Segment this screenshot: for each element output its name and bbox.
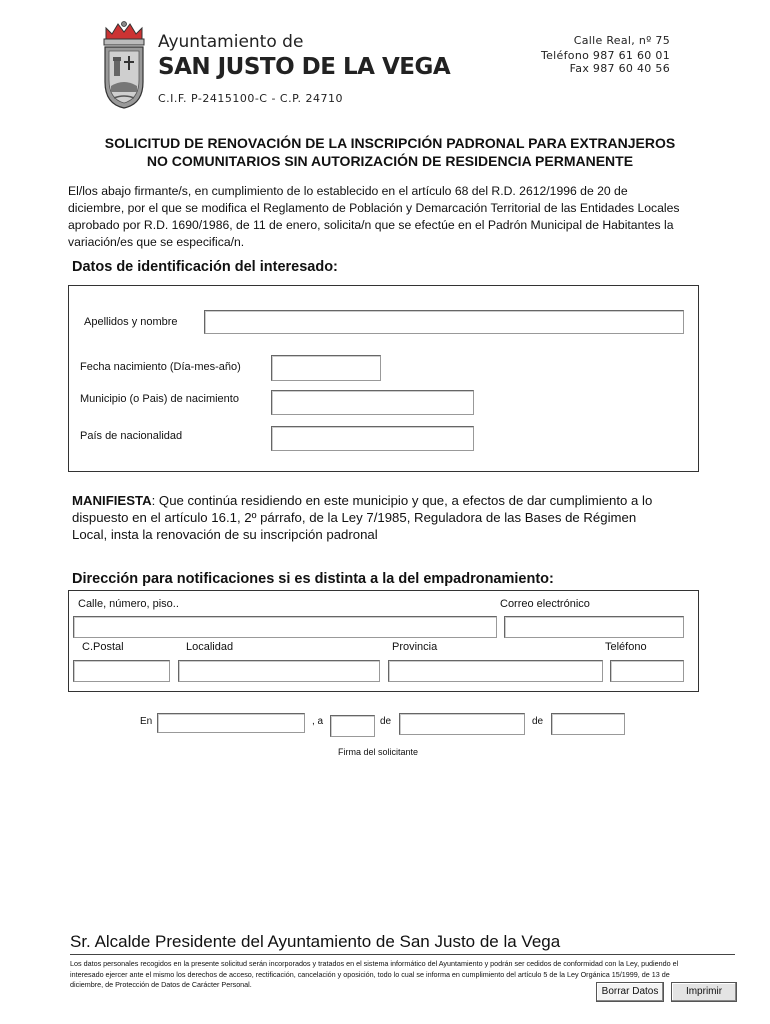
manifiesta-line2: dispuesto en el artículo 16.1, 2º párrafo, de la Ley 7/1985, Reguladora de las Bases de Régimen bbox=[72, 510, 637, 525]
manifiesta-label: MANIFIESTA bbox=[72, 493, 152, 508]
org-phone: Teléfono 987 61 60 01 bbox=[540, 49, 670, 62]
month-input[interactable] bbox=[399, 713, 525, 735]
nationality-label: País de nacionalidad bbox=[80, 430, 183, 442]
address-heading: Dirección para notificaciones si es distinta a la del empadronamiento: bbox=[72, 571, 554, 587]
form-title-line1: SOLICITUD DE RENOVACIÓN DE LA INSCRIPCIÓN PADRONAL PARA EXTRANJEROS bbox=[104, 135, 676, 151]
day-input[interactable] bbox=[330, 715, 375, 737]
recipient-line: Sr. Alcalde Presidente del Ayuntamiento de San Justo de la Vega bbox=[70, 932, 561, 951]
manifiesta-line3: Local, insta la renovación de su inscripción padronal bbox=[72, 527, 378, 542]
intro-line4: variación/es que se especifica/n. bbox=[68, 235, 245, 249]
a-label: , a bbox=[312, 716, 324, 727]
street-input[interactable] bbox=[73, 616, 497, 638]
phone-label: Teléfono bbox=[605, 641, 647, 653]
city-input[interactable] bbox=[178, 660, 380, 682]
street-label: Calle, número, piso.. bbox=[78, 598, 179, 610]
legal-line2: interesado ejercer ante el mismo los derechos de acceso, rectificación, cancelación y oposición, todo lo cual se informa en cumplimiento del artículo 5 de la Ley Orgánica 15/1999, de 13 de bbox=[70, 969, 670, 979]
org-name-line2: SAN JUSTO DE LA VEGA bbox=[158, 54, 451, 80]
email-label: Correo electrónico bbox=[500, 598, 590, 610]
coat-of-arms-logo bbox=[100, 20, 148, 110]
org-fax: Fax 987 60 40 56 bbox=[569, 62, 670, 75]
org-address: Calle Real, nº 75 bbox=[573, 34, 670, 47]
en-label: En bbox=[140, 716, 153, 727]
legal-line3: diciembre, de Protección de Datos de Carácter Personal. bbox=[70, 980, 252, 989]
birthplace-input[interactable] bbox=[271, 390, 474, 415]
manifiesta-text1: : Que continúa residiendo en este municipio y que, a efectos de dar cumplimiento a lo bbox=[151, 493, 653, 508]
name-input[interactable] bbox=[204, 310, 684, 334]
province-label: Provincia bbox=[392, 641, 438, 653]
postal-code-input[interactable] bbox=[73, 660, 170, 682]
intro-line1: El/los abajo firmante/s, en cumplimiento de lo establecido en el artículo 68 del R.D. 2612/1996 de 20 de bbox=[68, 184, 628, 198]
province-input[interactable] bbox=[388, 660, 603, 682]
de-label-1: de bbox=[380, 716, 392, 727]
form-title-line2: NO COMUNITARIOS SIN AUTORIZACIÓN DE RESIDENCIA PERMANENTE bbox=[146, 153, 634, 169]
signature-caption: Firma del solicitante bbox=[338, 747, 419, 757]
intro-line3: aprobado por R.D. 1690/1986, de 11 de enero, solicita/n que se efectúe en el Padrón Municipal de Habitantes la bbox=[68, 218, 674, 232]
place-input[interactable] bbox=[157, 713, 305, 733]
de-label-2: de bbox=[532, 716, 544, 727]
legal-line1: Los datos personales recogidos en la presente solicitud serán incorporados y tratados en el sistema informático del Ayuntamiento y podrán ser cedidos de conformidad con la Ley, pudiendo el bbox=[70, 959, 679, 968]
postal-code-label: C.Postal bbox=[82, 641, 124, 653]
year-input[interactable] bbox=[551, 713, 625, 735]
city-label: Localidad bbox=[186, 641, 234, 653]
email-input[interactable] bbox=[504, 616, 684, 638]
manifiesta-line1 bbox=[72, 492, 712, 509]
birthplace-label: Municipio (o Pais) de nacimiento bbox=[80, 393, 239, 405]
print-button[interactable]: Imprimir bbox=[671, 982, 737, 1002]
birth-date-input[interactable] bbox=[271, 355, 381, 381]
org-cif: C.I.F. P-2415100-C - C.P. 24710 bbox=[158, 92, 344, 105]
name-label: Apellidos y nombre bbox=[84, 316, 178, 328]
nationality-input[interactable] bbox=[271, 426, 474, 451]
phone-input[interactable] bbox=[610, 660, 684, 682]
org-name-line1: Ayuntamiento de bbox=[158, 32, 304, 52]
intro-line2: diciembre, por el que se modifica el Reglamento de Población y Demarcación Territorial de las Entidades Locales bbox=[68, 201, 680, 215]
birth-date-label: Fecha nacimiento (Día-mes-año) bbox=[80, 361, 241, 373]
clear-data-button[interactable]: Borrar Datos bbox=[596, 982, 664, 1002]
identification-heading: Datos de identificación del interesado: bbox=[72, 259, 338, 275]
